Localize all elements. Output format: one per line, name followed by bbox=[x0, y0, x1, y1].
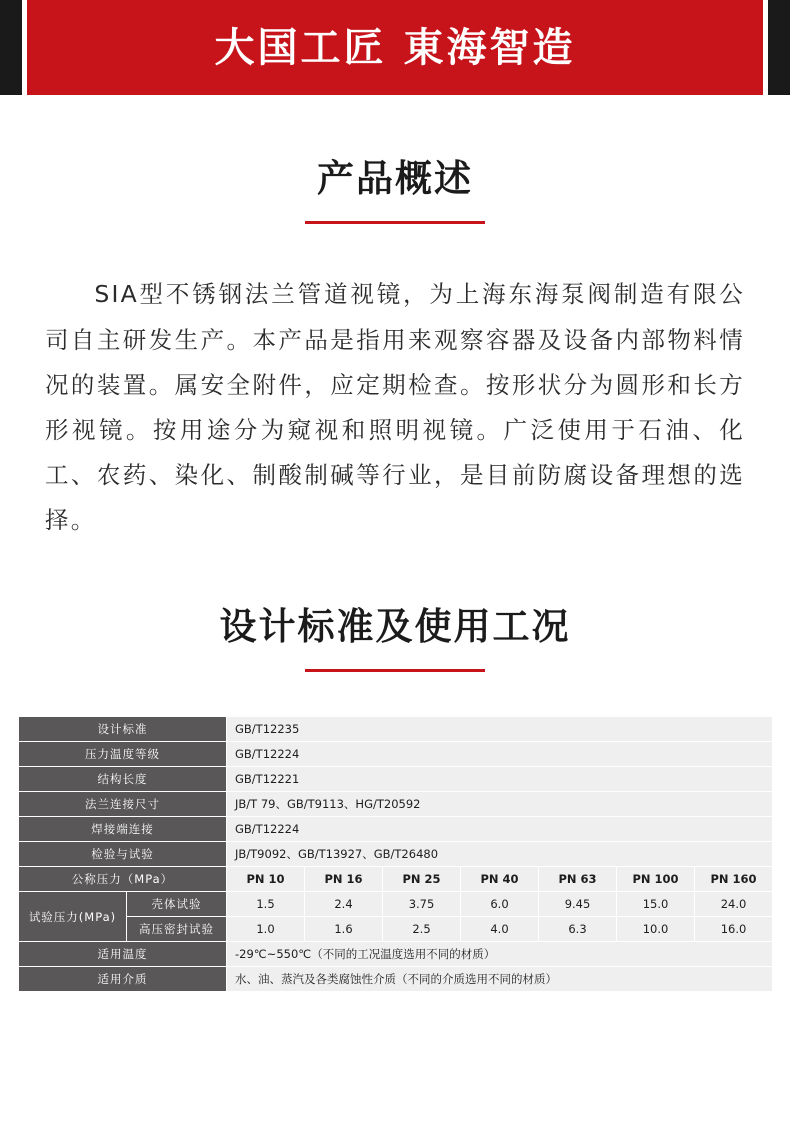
table-row-shell-test bbox=[19, 892, 773, 917]
table-row-seal-test bbox=[19, 917, 773, 942]
banner-stripe-right bbox=[768, 0, 790, 95]
banner-stripe-left bbox=[0, 0, 22, 95]
table-row bbox=[19, 742, 773, 767]
row-value: -29℃~550℃（不同的工况温度选用不同的材质） bbox=[227, 942, 773, 967]
pressure-grade: PN 10 bbox=[227, 867, 305, 892]
section-title-standards: 设计标准及使用工况 bbox=[219, 605, 571, 649]
test-value: 1.0 bbox=[227, 917, 305, 942]
row-label: 压力温度等级 bbox=[19, 742, 227, 767]
test-value: 10.0 bbox=[617, 917, 695, 942]
pressure-grade: PN 16 bbox=[305, 867, 383, 892]
pressure-grade: PN 63 bbox=[539, 867, 617, 892]
test-value: 9.45 bbox=[539, 892, 617, 917]
section-heading-overview bbox=[0, 157, 790, 224]
table-row bbox=[19, 842, 773, 867]
row-label: 结构长度 bbox=[19, 767, 227, 792]
row-label: 设计标准 bbox=[19, 717, 227, 742]
pressure-header-label: 公称压力（MPa） bbox=[19, 867, 227, 892]
spec-table bbox=[18, 716, 773, 992]
table-row-pressure-header bbox=[19, 867, 773, 892]
test-value: 6.0 bbox=[461, 892, 539, 917]
row-label: 检验与试验 bbox=[19, 842, 227, 867]
table-row bbox=[19, 717, 773, 742]
table-row bbox=[19, 792, 773, 817]
test-value: 1.6 bbox=[305, 917, 383, 942]
table-row bbox=[19, 767, 773, 792]
table-row-temperature bbox=[19, 942, 773, 967]
test-value: 6.3 bbox=[539, 917, 617, 942]
pressure-grade: PN 100 bbox=[617, 867, 695, 892]
pressure-grade: PN 25 bbox=[383, 867, 461, 892]
row-value: JB/T 79、GB/T9113、HG/T20592 bbox=[227, 792, 773, 817]
test-row-label: 高压密封试验 bbox=[127, 917, 227, 942]
row-value: GB/T12224 bbox=[227, 817, 773, 842]
heading-underline-2 bbox=[305, 669, 485, 672]
table-row bbox=[19, 817, 773, 842]
table-row-medium bbox=[19, 967, 773, 992]
row-label: 焊接端连接 bbox=[19, 817, 227, 842]
test-row-label: 壳体试验 bbox=[127, 892, 227, 917]
test-value: 16.0 bbox=[695, 917, 773, 942]
row-value: GB/T12221 bbox=[227, 767, 773, 792]
heading-underline bbox=[305, 221, 485, 224]
row-label: 法兰连接尺寸 bbox=[19, 792, 227, 817]
banner-stripe-left-inner bbox=[22, 0, 27, 95]
test-value: 24.0 bbox=[695, 892, 773, 917]
page-banner bbox=[0, 0, 790, 95]
test-value: 2.5 bbox=[383, 917, 461, 942]
overview-paragraph: SIA型不锈钢法兰管道视镜，为上海东海泵阀制造有限公司自主研发生产。本产品是指用来观察容器及设备内部物料情况的装置。属安全附件，应定期检查。按形状分为圆形和长方形视镜。按用途分为窥视和照明视镜。广泛使用于石油、化工、农药、染化、制酸制碱等行业，是目前防腐设备理想的选择。 bbox=[45, 280, 745, 534]
test-value: 3.75 bbox=[383, 892, 461, 917]
row-value: JB/T9092、GB/T13927、GB/T26480 bbox=[227, 842, 773, 867]
banner-title: 大国工匠 東海智造 bbox=[214, 24, 576, 71]
row-value: GB/T12235 bbox=[227, 717, 773, 742]
row-label: 适用介质 bbox=[19, 967, 227, 992]
row-value: 水、油、蒸汽及各类腐蚀性介质（不同的介质选用不同的材质） bbox=[227, 967, 773, 992]
row-value: GB/T12224 bbox=[227, 742, 773, 767]
test-value: 4.0 bbox=[461, 917, 539, 942]
row-label: 适用温度 bbox=[19, 942, 227, 967]
page-title: 产品概述 bbox=[317, 157, 473, 200]
pressure-grade: PN 160 bbox=[695, 867, 773, 892]
spec-table-wrapper bbox=[18, 716, 772, 992]
test-value: 1.5 bbox=[227, 892, 305, 917]
pressure-grade: PN 40 bbox=[461, 867, 539, 892]
section-heading-standards bbox=[0, 605, 790, 672]
test-pressure-label: 试验压力(MPa) bbox=[19, 892, 127, 942]
test-value: 15.0 bbox=[617, 892, 695, 917]
test-value: 2.4 bbox=[305, 892, 383, 917]
